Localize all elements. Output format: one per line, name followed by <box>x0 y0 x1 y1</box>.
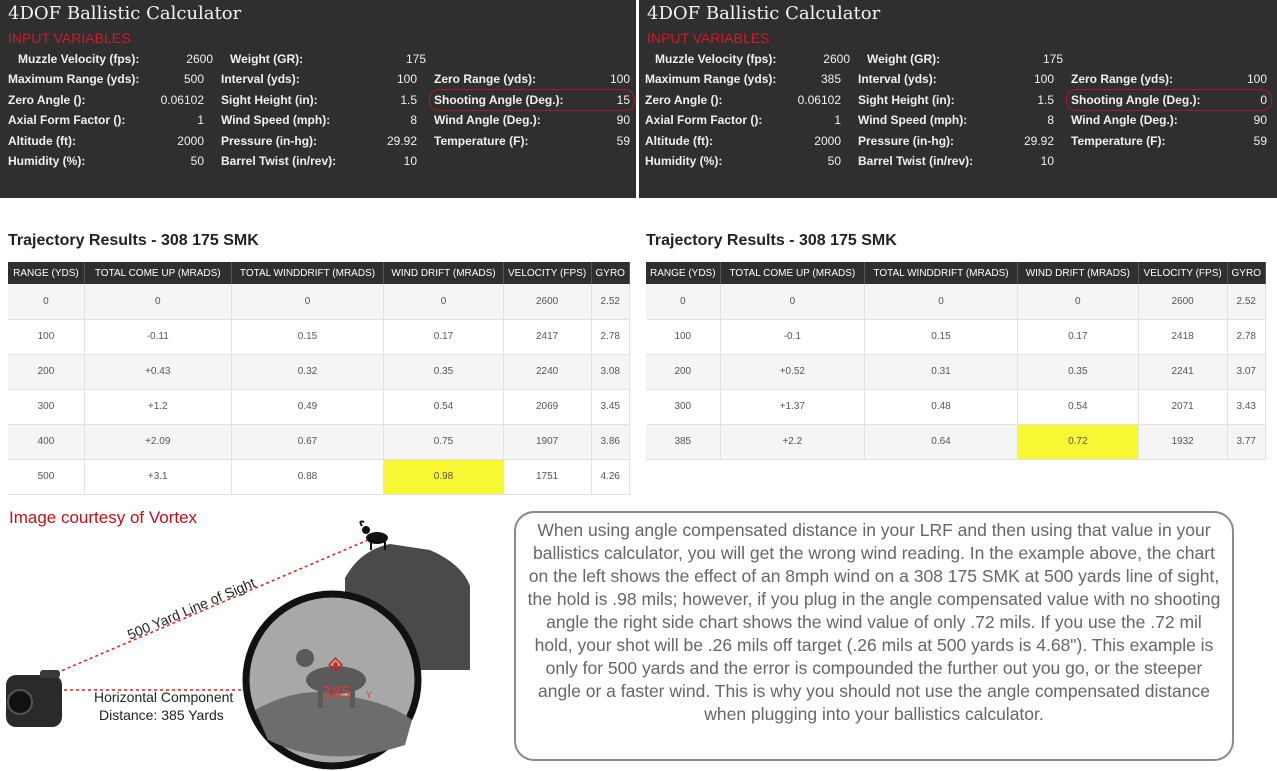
cell-range: 0 <box>646 284 720 319</box>
cell-come-up: +1.37 <box>720 389 865 424</box>
cell-come-up: -0.1 <box>720 319 865 354</box>
left-input-panel <box>0 0 636 198</box>
cell-velocity: 1907 <box>503 424 591 459</box>
header-total-winddrift: TOTAL WINDDRIFT (MRADS) <box>865 262 1018 284</box>
cell-velocity: 2600 <box>503 284 591 319</box>
cell-come-up: +2.2 <box>720 424 865 459</box>
var-interval: Interval (yds): 100 <box>221 72 417 86</box>
table-row <box>8 459 630 494</box>
var-zero-angle: Zero Angle (): 0.06102 <box>8 93 204 107</box>
cell-wind-drift: 0.54 <box>1017 389 1138 424</box>
var-humidity: Humidity (%): 50 <box>645 154 841 168</box>
cell-gyro: 3.45 <box>591 389 630 424</box>
panel-title: 4DOF Ballistic Calculator <box>8 3 242 24</box>
cell-wind-drift: 0.75 <box>384 424 503 459</box>
cell-range: 200 <box>646 354 720 389</box>
var-barrel-twist: Barrel Twist (in/rev): 10 <box>858 154 1054 168</box>
cell-velocity: 1751 <box>503 459 591 494</box>
header-wind-drift: WIND DRIFT (MRADS) <box>384 262 503 284</box>
cell-gyro: 2.78 <box>1227 319 1265 354</box>
cell-range: 100 <box>8 319 84 354</box>
var-temperature: Temperature (F): 59 <box>1071 134 1267 148</box>
cell-total-winddrift: 0.15 <box>865 319 1018 354</box>
left-results-table <box>8 262 630 495</box>
var-pressure: Pressure (in-hg): 29.92 <box>858 134 1054 148</box>
explanation-note: When using angle compensated distance in your LRF and then using that value in your ballistics calculator, you will get the wrong wind reading. In the example above, the chart on the left shows the effect of an 8mph wind on a 308 175 SMK at 500 yards line of sight, the hold is .98 mils; however, if you plug in the angle compensated value with no shooting angle the right side chart shows the wind value of only .72 mils. If you use the .72 mil hold, your shot will be .26 mils off target (.26 mils at 500 yards is 4.68"). This example is only for 500 yards and the error is compounded the further out you go, or the steeper angle or a faster wind. This is why you should not use the angle compensated distance when plugging into your ballistics calculator. <box>514 511 1234 761</box>
panel-subtitle: INPUT VARIABLES <box>647 30 770 46</box>
var-sight-height: Sight Height (in): 1.5 <box>858 93 1054 107</box>
cell-total-winddrift: 0.31 <box>865 354 1018 389</box>
table-row <box>646 284 1266 319</box>
table-row <box>8 354 630 389</box>
var-interval: Interval (yds): 100 <box>858 72 1054 86</box>
scope-readout-unit: Y <box>366 690 373 700</box>
cell-wind-drift: 0 <box>1017 284 1138 319</box>
var-altitude: Altitude (ft): 2000 <box>645 134 841 148</box>
horizontal-distance-label: Distance: 385 Yards <box>99 707 224 723</box>
var-wind-speed: Wind Speed (mph): 8 <box>221 113 417 127</box>
cell-velocity: 2071 <box>1138 389 1227 424</box>
var-wind-speed: Wind Speed (mph): 8 <box>858 113 1054 127</box>
cell-velocity: 2417 <box>503 319 591 354</box>
table-row <box>8 424 630 459</box>
var-altitude: Altitude (ft): 2000 <box>8 134 204 148</box>
cell-velocity: 2600 <box>1138 284 1227 319</box>
cell-wind-drift: 0 <box>384 284 503 319</box>
table-row <box>8 319 630 354</box>
table-row <box>8 389 630 424</box>
header-gyro: GYRO <box>1227 262 1265 284</box>
cell-come-up: 0 <box>84 284 231 319</box>
table-row <box>646 389 1266 424</box>
var-barrel-twist: Barrel Twist (in/rev): 10 <box>221 154 417 168</box>
scope-readout: 385 <box>322 683 351 702</box>
cell-gyro: 3.07 <box>1227 354 1265 389</box>
cell-velocity: 2069 <box>503 389 591 424</box>
cell-come-up: +0.43 <box>84 354 231 389</box>
header-total-winddrift: TOTAL WINDDRIFT (MRADS) <box>231 262 384 284</box>
cell-come-up: 0 <box>720 284 865 319</box>
cell-total-winddrift: 0 <box>231 284 384 319</box>
panel-title: 4DOF Ballistic Calculator <box>647 3 881 24</box>
table-row <box>646 424 1266 459</box>
cell-range: 100 <box>646 319 720 354</box>
panel-subtitle: INPUT VARIABLES <box>8 30 131 46</box>
rangefinder-device-icon <box>6 670 62 727</box>
var-muzzle-velocity: Muzzle Velocity (fps): 2600 <box>655 52 850 66</box>
left-results-title: Trajectory Results - 308 175 SMK <box>8 232 259 249</box>
cell-total-winddrift: 0.88 <box>231 459 384 494</box>
header-total-come-up: TOTAL COME UP (MRADS) <box>84 262 231 284</box>
cell-come-up: +2.09 <box>84 424 231 459</box>
cell-velocity: 2418 <box>1138 319 1227 354</box>
cell-gyro: 2.52 <box>1227 284 1265 319</box>
cell-come-up: +1.2 <box>84 389 231 424</box>
cell-wind-drift-highlighted: 0.72 <box>1017 424 1138 459</box>
header-velocity: VELOCITY (FPS) <box>1138 262 1227 284</box>
var-sight-height: Sight Height (in): 1.5 <box>221 93 417 107</box>
cell-wind-drift: 0.17 <box>1017 319 1138 354</box>
header-velocity: VELOCITY (FPS) <box>503 262 591 284</box>
cell-wind-drift: 0.54 <box>384 389 503 424</box>
var-wind-angle: Wind Angle (Deg.): 90 <box>434 113 630 127</box>
var-zero-range: Zero Range (yds): 100 <box>434 72 630 86</box>
cell-wind-drift-highlighted: 0.98 <box>384 459 503 494</box>
cell-range: 0 <box>8 284 84 319</box>
header-total-come-up: TOTAL COME UP (MRADS) <box>720 262 865 284</box>
cell-gyro: 3.86 <box>591 424 630 459</box>
rangefinder-illustration <box>0 520 470 771</box>
horizontal-component-label: Horizontal Component <box>94 689 234 705</box>
cell-gyro: 4.26 <box>591 459 630 494</box>
image-courtesy-caption: Image courtesy of Vortex <box>9 508 198 527</box>
cell-wind-drift: 0.17 <box>384 319 503 354</box>
table-row <box>646 319 1266 354</box>
var-shooting-angle: Shooting Angle (Deg.): 0 <box>1071 93 1267 107</box>
header-range: RANGE (YDS) <box>646 262 720 284</box>
cell-come-up: -0.11 <box>84 319 231 354</box>
cell-total-winddrift: 0.49 <box>231 389 384 424</box>
var-axial-form-factor: Axial Form Factor (): 1 <box>8 113 204 127</box>
var-pressure: Pressure (in-hg): 29.92 <box>221 134 417 148</box>
header-wind-drift: WIND DRIFT (MRADS) <box>1017 262 1138 284</box>
cell-range: 385 <box>646 424 720 459</box>
table-header-row <box>8 262 630 284</box>
var-weight: Weight (GR): 175 <box>230 52 426 66</box>
cell-gyro: 3.43 <box>1227 389 1265 424</box>
var-axial-form-factor: Axial Form Factor (): 1 <box>645 113 841 127</box>
cell-range: 500 <box>8 459 84 494</box>
cell-wind-drift: 0.35 <box>384 354 503 389</box>
table-row <box>646 354 1266 389</box>
cell-gyro: 3.77 <box>1227 424 1265 459</box>
cell-come-up: +3.1 <box>84 459 231 494</box>
var-muzzle-velocity: Muzzle Velocity (fps): 2600 <box>18 52 213 66</box>
right-input-panel <box>639 0 1277 198</box>
header-range: RANGE (YDS) <box>8 262 84 284</box>
cell-total-winddrift: 0.64 <box>865 424 1018 459</box>
header-gyro: GYRO <box>591 262 630 284</box>
cell-velocity: 1932 <box>1138 424 1227 459</box>
cell-gyro: 2.52 <box>591 284 630 319</box>
right-results-title: Trajectory Results - 308 175 SMK <box>646 232 897 249</box>
cell-total-winddrift: 0.48 <box>865 389 1018 424</box>
table-header-row <box>646 262 1266 284</box>
var-maximum-range: Maximum Range (yds): 500 <box>8 72 204 86</box>
cell-total-winddrift: 0.15 <box>231 319 384 354</box>
cell-gyro: 2.78 <box>591 319 630 354</box>
line-of-sight-label: 500 Yard Line of Sight <box>124 574 258 643</box>
cell-velocity: 2241 <box>1138 354 1227 389</box>
cell-gyro: 3.08 <box>591 354 630 389</box>
cell-range: 400 <box>8 424 84 459</box>
cell-velocity: 2240 <box>503 354 591 389</box>
cell-total-winddrift: 0 <box>865 284 1018 319</box>
cell-total-winddrift: 0.67 <box>231 424 384 459</box>
table-row <box>8 284 630 319</box>
cell-come-up: +0.52 <box>720 354 865 389</box>
var-weight: Weight (GR): 175 <box>867 52 1063 66</box>
var-wind-angle: Wind Angle (Deg.): 90 <box>1071 113 1267 127</box>
cell-range: 300 <box>8 389 84 424</box>
var-zero-angle: Zero Angle (): 0.06102 <box>645 93 841 107</box>
right-results-table <box>646 262 1266 460</box>
cell-total-winddrift: 0.32 <box>231 354 384 389</box>
cell-range: 300 <box>646 389 720 424</box>
var-humidity: Humidity (%): 50 <box>8 154 204 168</box>
cell-range: 200 <box>8 354 84 389</box>
var-shooting-angle: Shooting Angle (Deg.): 15 <box>434 93 630 107</box>
cell-wind-drift: 0.35 <box>1017 354 1138 389</box>
var-maximum-range: Maximum Range (yds): 385 <box>645 72 841 86</box>
var-zero-range: Zero Range (yds): 100 <box>1071 72 1267 86</box>
var-temperature: Temperature (F): 59 <box>434 134 630 148</box>
